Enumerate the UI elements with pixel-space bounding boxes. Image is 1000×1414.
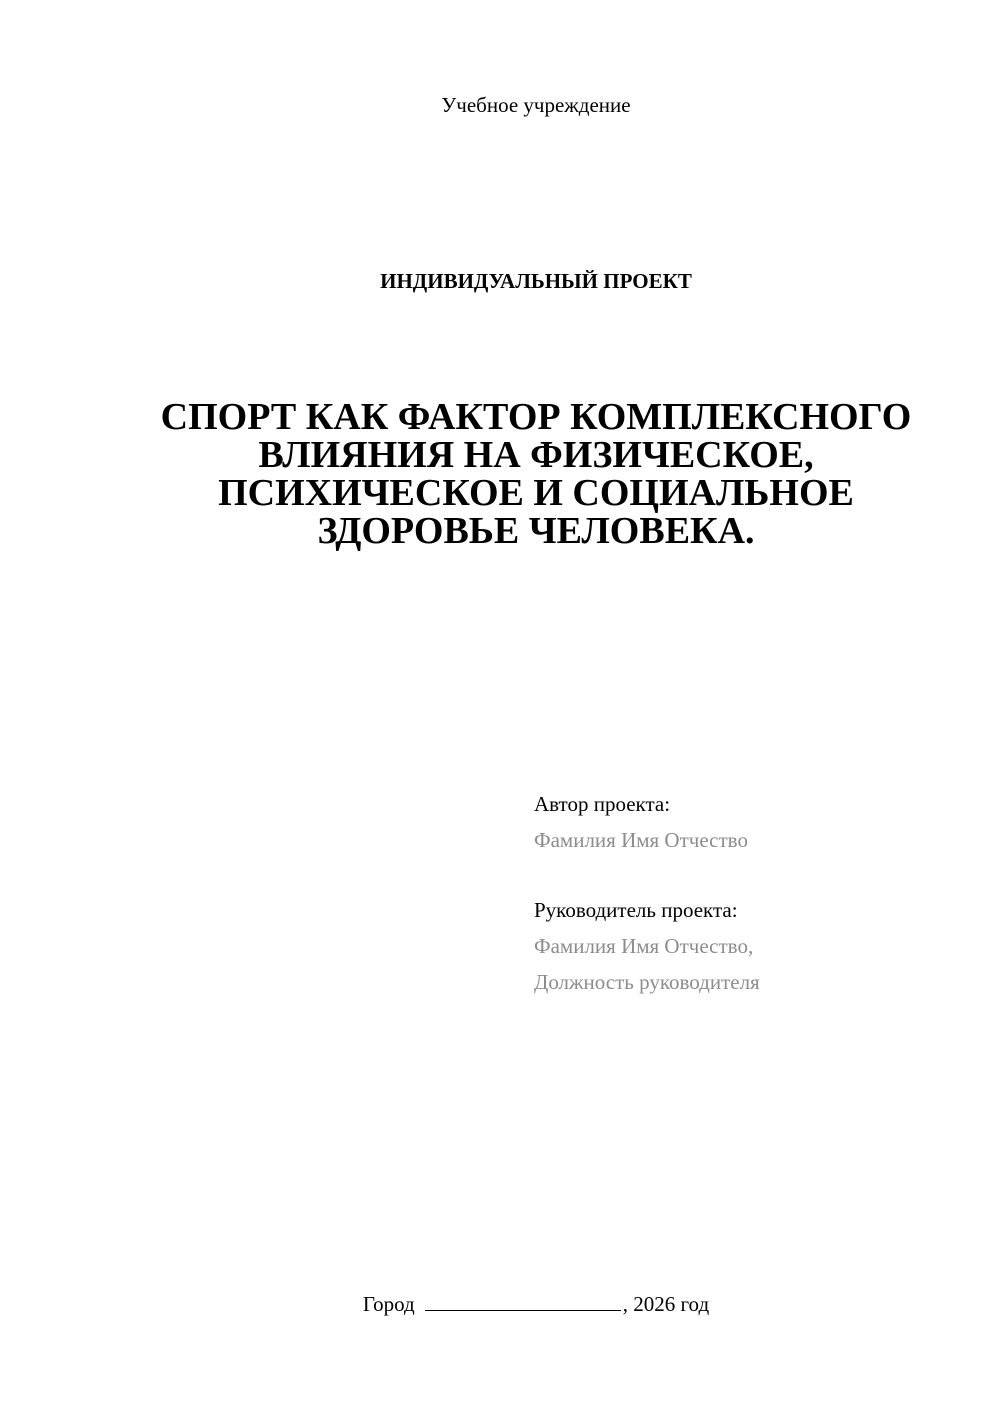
credits-spacer [534,858,974,892]
supervisor-name: Фамилия Имя Отчество, [534,934,754,958]
document-type: ИНДИВИДУАЛЬНЫЙ ПРОЕКТ [380,269,692,293]
year-text: , 2026 год [622,1292,710,1316]
city-blank-line [425,1290,621,1311]
title-line: СПОРТ КАК ФАКТОР КОМПЛЕКСНОГО [160,396,912,438]
title-line: ЗДОРОВЬЕ ЧЕЛОВЕКА. [317,510,755,552]
author-label: Автор проекта: [534,792,671,816]
city-label: Город [362,1292,415,1316]
author-name: Фамилия Имя Отчество [534,828,748,852]
project-credits [534,786,974,1000]
title-line: ВЛИЯНИЯ НА ФИЗИЧЕСКОЕ, [258,434,814,476]
supervisor-label: Руководитель проекта: [534,898,738,922]
city-year-line [0,1290,1000,1318]
supervisor-position: Должность руководителя [534,970,760,994]
project-title [130,398,942,550]
title-line: ПСИХИЧЕСКОЕ И СОЦИАЛЬНОЕ [218,472,854,514]
institution-name: Учебное учреждение [441,93,631,117]
